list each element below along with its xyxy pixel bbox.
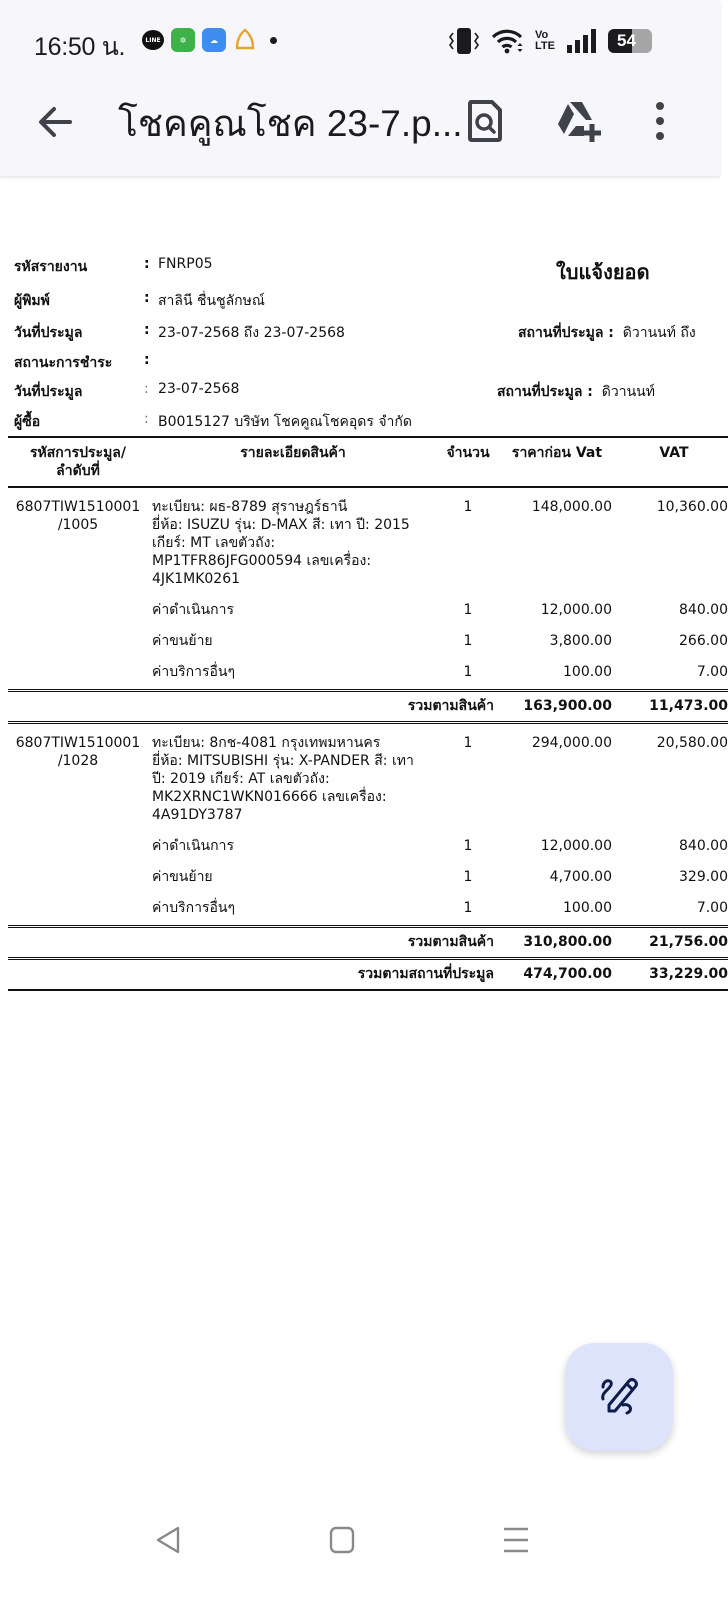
fee-price: 12,000.00: [540, 838, 612, 854]
meta-location-range: [518, 322, 696, 344]
nav-home-icon[interactable]: [322, 1520, 362, 1560]
subtotal-row: [8, 691, 728, 723]
meta-value: สาลินี ชื่นชูลักษณ์: [158, 293, 265, 309]
fee-name: ค่าบริการอื่นๆ: [152, 664, 235, 680]
subtotal-row: [8, 927, 728, 959]
document-title: โชคคูณโชค 23-7.p...: [118, 103, 463, 144]
desc-line: ทะเบียน: ผธ-8789 สุราษฎร์ธานี: [152, 499, 348, 515]
fee-qty: 1: [463, 838, 473, 854]
table-row: [8, 723, 728, 833]
fee-row: [8, 894, 728, 927]
desc-line: เกียร์: MT เลขตัวถัง:: [152, 535, 276, 551]
find-in-document-icon[interactable]: [462, 98, 508, 144]
fee-qty: 1: [463, 633, 473, 649]
subtotal-price: 163,900.00: [498, 691, 616, 723]
meta-value: 23-07-2568: [158, 381, 240, 397]
battery-icon: [608, 29, 652, 53]
header-price-prefix: ราคาก่อน: [511, 445, 571, 461]
fee-row: [8, 832, 728, 863]
grand-total-vat: 33,229.00: [616, 959, 728, 991]
grand-total-row: [8, 959, 728, 991]
meta-value: FNRP05: [158, 256, 213, 272]
header-qty: จำนวน: [438, 437, 498, 487]
subtotal-label: รวมตามสินค้า: [8, 691, 498, 723]
item-description: [148, 487, 438, 596]
fee-row: [8, 658, 728, 691]
meta-colon: :: [144, 290, 150, 306]
fee-name: ค่าดำเนินการ: [152, 838, 234, 854]
desc-line: ปี: 2019 เกียร์: AT เลขตัวถัง:: [152, 771, 330, 787]
volte-icon: [535, 30, 555, 52]
meta-value: B0015127 บริษัท โชคคูณโชคอุดร จำกัด: [158, 414, 412, 430]
status-time: 16:50 น.: [34, 33, 126, 61]
meta-location: [497, 381, 655, 403]
back-icon[interactable]: [34, 100, 78, 144]
wifi-icon: [491, 28, 523, 54]
fee-price: 12,000.00: [540, 602, 612, 618]
fee-row: [8, 627, 728, 658]
header-code: [8, 437, 148, 487]
battery-level: 54: [617, 31, 636, 50]
items-table: [8, 436, 728, 991]
subtotal-vat: 11,473.00: [616, 691, 728, 723]
statement-title: ใบแจ้งยอด: [556, 260, 650, 284]
table-row: [8, 487, 728, 596]
code-line2: /1028: [57, 753, 99, 769]
meta-colon: :: [144, 256, 150, 272]
meta-label: ผู้พิมพ์: [14, 293, 50, 309]
subtotal-price: 310,800.00: [498, 927, 616, 959]
meta-label: ผู้ซื้อ: [14, 414, 41, 430]
location-label: สถานที่ประมูล :: [497, 384, 593, 400]
volte-bottom: LTE: [535, 40, 555, 52]
nav-back-icon[interactable]: [150, 1520, 190, 1560]
fee-price: 4,700.00: [549, 869, 612, 885]
fee-name: ค่าขนย้าย: [152, 869, 213, 885]
meta-label: วันที่ประมูล: [14, 325, 83, 341]
fee-price: 100.00: [563, 900, 612, 916]
signal-icon: [567, 29, 596, 53]
fee-price: 3,800.00: [549, 633, 612, 649]
weather-icon: ☁: [202, 28, 226, 52]
fee-qty: 1: [463, 664, 473, 680]
meta-value: 23-07-2568 ถึง 23-07-2568: [158, 325, 345, 341]
item-vat: 10,360.00: [656, 499, 728, 515]
meta-label: สถานะการชำระ: [14, 355, 113, 371]
item-vat: 20,580.00: [656, 735, 728, 751]
fee-qty: 1: [463, 900, 473, 916]
top-bar: [0, 0, 720, 176]
header-price: [498, 437, 616, 487]
meta-colon: :: [144, 381, 149, 397]
desc-line: 4JK1MK0261: [152, 571, 241, 587]
fee-vat: 7.00: [696, 900, 728, 916]
location-label: สถานที่ประมูล :: [518, 325, 614, 341]
add-to-drive-icon[interactable]: [554, 98, 600, 144]
line-icon: LINE: [142, 30, 164, 50]
meta-label: รหัสรายงาน: [14, 259, 88, 275]
fee-name: ค่าบริการอื่นๆ: [152, 900, 235, 916]
item-price: 148,000.00: [531, 499, 612, 515]
meta-label: วันที่ประมูล: [14, 384, 83, 400]
dot-icon: [270, 37, 277, 44]
fee-price: 100.00: [563, 664, 612, 680]
item-description: [148, 723, 438, 833]
fee-vat: 7.00: [696, 664, 728, 680]
desc-line: ยี่ห้อ: MITSUBISHI รุ่น: X-PANDER สี: เทา: [152, 753, 414, 769]
meta-colon: :: [144, 411, 149, 427]
vibrate-icon: [449, 28, 479, 54]
fee-name: ค่าขนย้าย: [152, 633, 213, 649]
fee-qty: 1: [463, 869, 473, 885]
fee-name: ค่าดำเนินการ: [152, 602, 234, 618]
fee-vat: 840.00: [679, 602, 728, 618]
item-qty: 1: [463, 499, 473, 515]
desc-line: MK2XRNC1WKN016666 เลขเครื่อง:: [152, 789, 387, 805]
green-app-icon: ✲: [171, 28, 195, 52]
auction-code: [8, 723, 148, 833]
subtotal-label: รวมตามสินค้า: [8, 927, 498, 959]
grand-total-label: รวมตามสถานที่ประมูล: [8, 959, 498, 991]
fee-qty: 1: [463, 602, 473, 618]
code-line1: 6807TIW1510001: [15, 735, 141, 751]
header-code-line2: ลำดับที่: [56, 463, 100, 479]
auction-code: [8, 487, 148, 596]
desc-line: MP1TFR86JFG000594 เลขเครื่อง:: [152, 553, 372, 569]
code-line2: /1005: [57, 517, 99, 533]
header-description: รายละเอียดสินค้า: [148, 437, 438, 487]
fee-vat: 266.00: [679, 633, 728, 649]
desc-line: ยี่ห้อ: ISUZU รุ่น: D-MAX สี: เทา ปี: 2015: [152, 517, 410, 533]
header-vat: VAT: [616, 437, 728, 487]
header-code-line1: รหัสการประมูล/: [30, 445, 126, 461]
app-bar: [0, 84, 720, 176]
bell-icon: [233, 28, 257, 52]
meta-colon: :: [144, 352, 150, 368]
item-qty: 1: [463, 735, 473, 751]
fee-vat: 329.00: [679, 869, 728, 885]
status-bar: [0, 0, 720, 84]
table-header: [8, 437, 728, 487]
location-value: ดิวานนท์ ถึง: [622, 325, 696, 341]
annotate-button[interactable]: [565, 1343, 673, 1451]
header-price-suffix: Vat: [575, 445, 603, 461]
item-price: 294,000.00: [531, 735, 612, 751]
nav-recents-icon[interactable]: [496, 1520, 536, 1560]
notification-icons: [142, 28, 277, 52]
meta-colon: :: [144, 322, 150, 338]
desc-line: 4A91DY3787: [152, 807, 243, 823]
code-line1: 6807TIW1510001: [15, 499, 141, 515]
desc-line: ทะเบียน: 8กช-4081 กรุงเทพมหานคร: [152, 735, 381, 751]
more-options-icon[interactable]: [640, 98, 686, 144]
subtotal-vat: 21,756.00: [616, 927, 728, 959]
fee-vat: 840.00: [679, 838, 728, 854]
fee-row: [8, 863, 728, 894]
volte-top: Vo: [535, 29, 549, 41]
location-value: ดิวานนท์: [601, 384, 655, 400]
fee-row: [8, 596, 728, 627]
system-icons: [449, 28, 652, 54]
grand-total-price: 474,700.00: [498, 959, 616, 991]
system-nav-bar: [0, 1490, 720, 1604]
annotate-pen-icon: [597, 1373, 641, 1421]
